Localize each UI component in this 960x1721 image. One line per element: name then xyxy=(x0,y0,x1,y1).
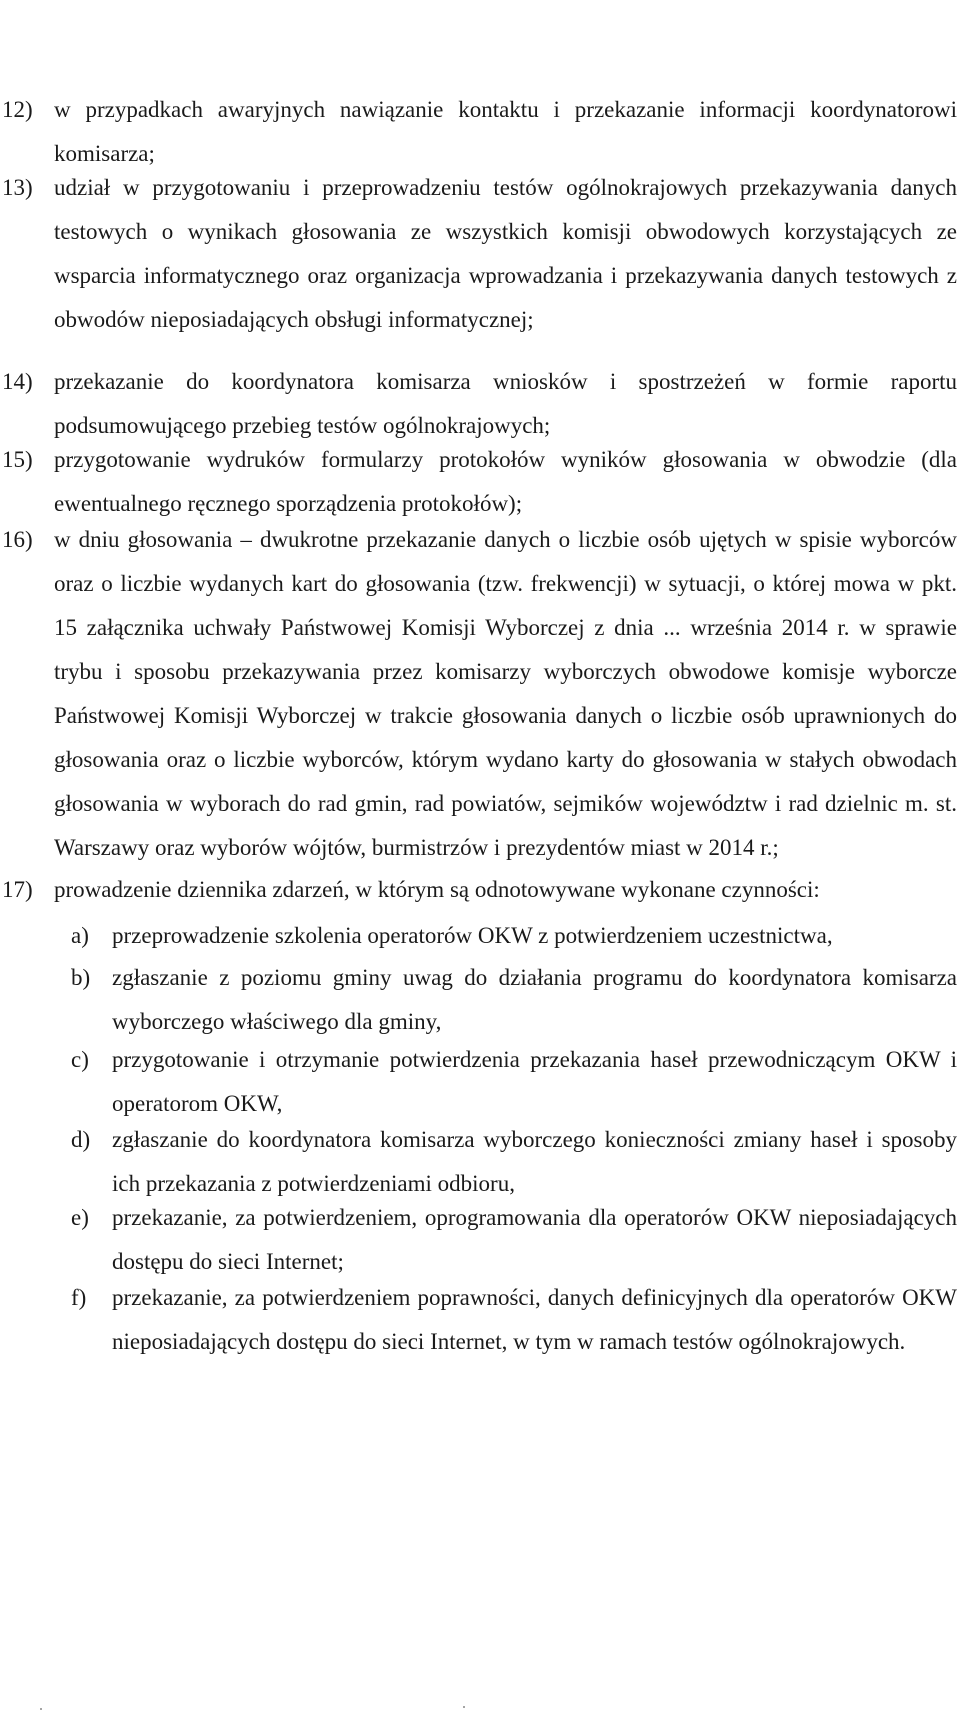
sub-item-text: zgłaszanie do koordynatora komisarza wyborczego konieczności zmiany haseł i sposoby ich przekazania z potwierdzeniami odbioru, xyxy=(112,1127,957,1196)
item-number: 17) xyxy=(2,877,33,902)
sub-item-letter: e) xyxy=(71,1205,89,1230)
item-number: 13) xyxy=(2,175,33,200)
item-text: w przypadkach awaryjnych nawiązanie kontaktu i przekazanie informacji koordynatorowi komisarza; xyxy=(54,97,957,166)
item-number: 12) xyxy=(2,97,33,122)
item-text: przygotowanie wydruków formularzy protokołów wyników głosowania w obwodzie (dla ewentualnego ręcznego sporządzenia protokołów); xyxy=(54,447,957,516)
scan-speck xyxy=(40,1708,42,1710)
item-text: przekazanie do koordynatora komisarza wniosków i spostrzeżeń w formie raportu podsumowującego przebieg testów ogólnokrajowych; xyxy=(54,369,957,438)
sub-item-text: przygotowanie i otrzymanie potwierdzenia przekazania haseł przewodniczącym OKW i operatorom OKW, xyxy=(112,1047,957,1116)
sub-item-letter: f) xyxy=(71,1285,87,1310)
sub-item-text: przekazanie, za potwierdzeniem poprawności, danych definicyjnych dla operatorów OKW nieposiadających dostępu do sieci Internet, w tym w ramach testów ogólnokrajowych. xyxy=(112,1285,957,1354)
item-number: 16) xyxy=(2,527,33,552)
scan-speck xyxy=(463,1706,465,1708)
item-text: udział w przygotowaniu i przeprowadzeniu testów ogólnokrajowych przekazywania danych testowych o wynikach głosowania ze wszystkich komisji obwodowych korzystających ze wsparcia informatycznego oraz organizacja wprowadzania i przekazywania danych testowych z obwodów nieposiadających obsługi informatycznej; xyxy=(54,175,957,332)
item-number: 14) xyxy=(2,369,33,394)
item-number: 15) xyxy=(2,447,33,472)
sub-item-text: zgłaszanie z poziomu gminy uwag do działania programu do koordynatora komisarza wyborczego właściwego dla gminy, xyxy=(112,965,957,1034)
sub-item-letter: a) xyxy=(71,923,89,948)
sub-item-text: przekazanie, za potwierdzeniem, oprogramowania dla operatorów OKW nieposiadających dostępu do sieci Internet; xyxy=(112,1205,957,1274)
sub-item-letter: c) xyxy=(71,1047,89,1072)
item-text: w dniu głosowania – dwukrotne przekazanie danych o liczbie osób ujętych w spisie wyborców oraz o liczbie wydanych kart do głosowania (tzw. frekwencji) w sytuacji, o której mowa w pkt. 15 załącznika uchwały Państwowej Komisji Wyborczej z dnia ... września 2014 r. w sprawie trybu i sposobu przekazywania przez komisarzy wyborczych obwodowe komisje wyborcze Państwowej Komisji Wyborczej w trakcie głosowania danych o liczbie osób uprawnionych do głosowania oraz o liczbie wyborców, którym wydano karty do głosowania w stałych obwodach głosowania w wyborach do rad gmin, rad powiatów, sejmików województw i rad dzielnic m. st. Warszawy oraz wyborów wójtów, burmistrzów i prezydentów miast w 2014 r.; xyxy=(54,527,957,860)
sub-item-letter: d) xyxy=(71,1127,91,1152)
sub-item-text: przeprowadzenie szkolenia operatorów OKW z potwierdzeniem uczestnictwa, xyxy=(112,923,833,948)
item-text: prowadzenie dziennika zdarzeń, w którym są odnotowywane wykonane czynności: xyxy=(54,877,820,902)
sub-item-letter: b) xyxy=(71,965,91,990)
